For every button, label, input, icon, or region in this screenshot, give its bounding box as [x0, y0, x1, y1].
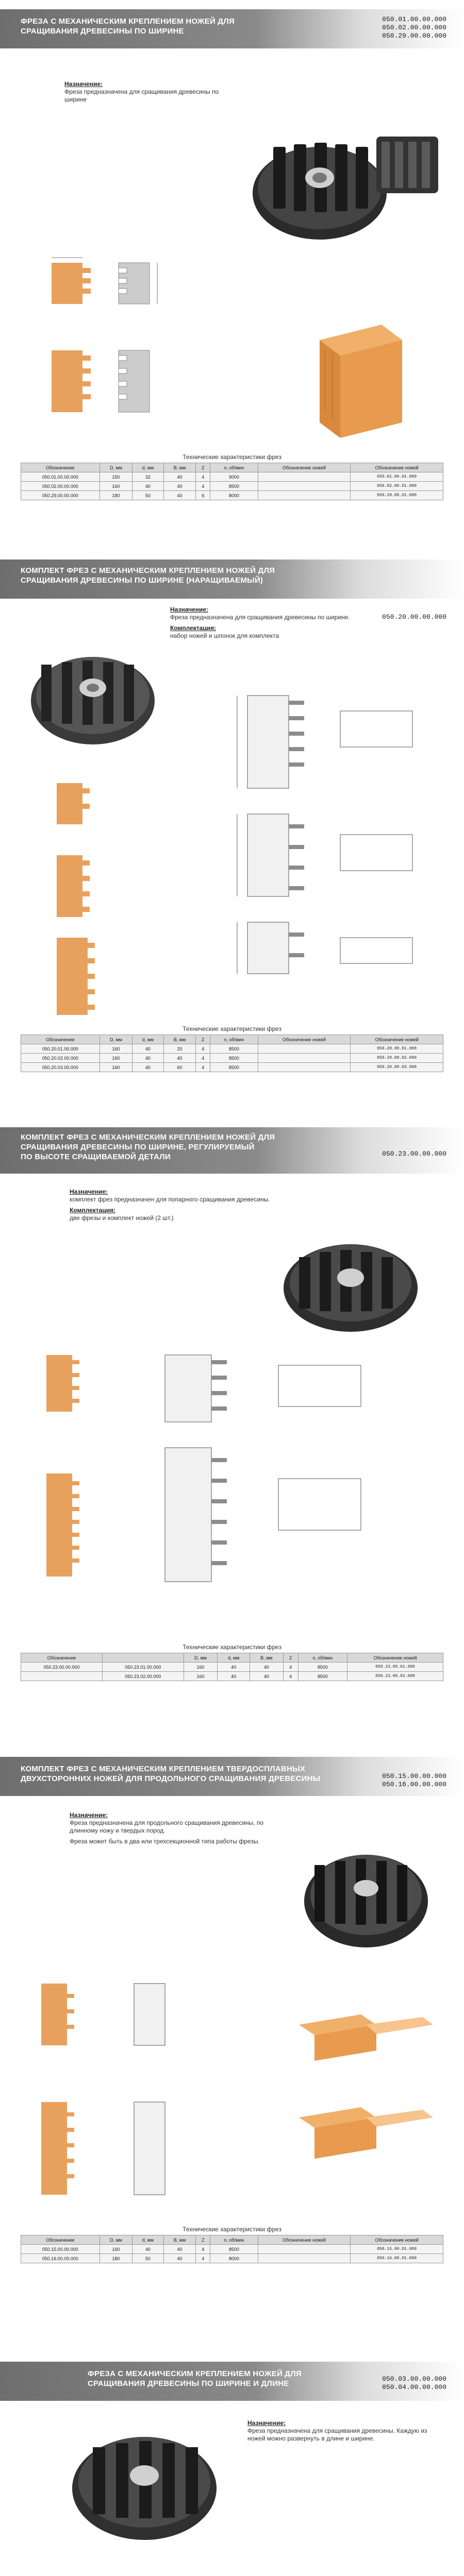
spec-table: Обозначение D, мм d, мм B, мм Z n, об/мин Обозначение ножей Обозначение ножей 050.01.00.00.000 150 32 40 4 9000 050.01.00.01.000 050.02.00.00.000 160 40 40 4 8500 050.02.00.01.000 050.29.00.00.000 180 50 40 6 8000 050.29.00.01.000: [21, 463, 443, 500]
table-row: 050.15.00.00.000 160 40 40 4 8500 050.15.00.01.000: [21, 2245, 443, 2254]
description: Назначение: Фреза предназначена для сращивания древесины. Каждую из ножей можно развернуть в длине и ширине.: [247, 2419, 427, 2442]
product-codes: 050.01.00.00.000 050.02.00.00.000 050.29.00.00.000: [382, 15, 446, 40]
assembly-drawing: [217, 680, 443, 989]
section-5: [0, 2354, 464, 2576]
description: Назначение: Фреза предназначена для продольного сращивания древесины, по длинному ножу и твердых пород. Фреза может быть в два или трехсекционной типа работы фрезы.: [70, 1811, 264, 1845]
table-row: 050.16.00.00.000 180 50 40 4 8000 050.16.00.01.000: [21, 2254, 443, 2263]
spec-table: Обозначение D, мм d, мм B, мм Z n, об/мин Обозначение ножей 050.23.00.00.000 050.23.01.00.000 160 40 40 4 8500 050.23.00.01.000 050.23.02.00.000 160 40 40 4 8500 050.23.00.02.000: [21, 1653, 443, 1681]
cutter-photo: [294, 1834, 438, 1953]
spec-table: Обозначение D, мм d, мм B, мм Z n, об/мин Обозначение ножей Обозначение ножей 050.20.01.00.000 160 40 20 4 8500 050.20.00.01.000 050.20.02.00.000 160 40 40 4 8500 050.20.00.02.000 050.20.03.00.000 160 40 60 4 8500 050.20.00.03.000: [21, 1035, 443, 1072]
table-row: 050.29.00.00.000 180 50 40 6 8000 050.29.00.01.000: [21, 491, 443, 500]
description: Назначение: комплект фрез предназначен для попарного сращивания древесины. Комплектация: две фрезы и комплект ножей (2 шт.): [70, 1188, 270, 1222]
joint-illustrations: [289, 1994, 443, 2190]
section-3: [0, 1123, 464, 1741]
table-row: 050.20.01.00.000 160 40 20 4 8500 050.20.00.01.000: [21, 1044, 443, 1054]
cutter-photo: [62, 2416, 227, 2550]
profile-drawings: [31, 1973, 258, 2210]
spec-table: Обозначение D, мм d, мм B, мм Z n, об/мин Обозначение ножей Обозначение ножей 050.15.00.00.000 160 40 40 4 8500 050.15.00.01.000 050.16.00.00.000 180 50 40 4 8000 050.16.00.01.000: [21, 2235, 443, 2263]
spec-table-block: Технические характеристики фрез Обозначение D, мм d, мм B, мм Z n, об/мин Обозначение ножей Обозначение ножей 050.20.01.00.000 160 40 20 4 8500 050.20.00.01.000 050.20.02.00.000 160 40 40 4 8500 050.20.00.02.000 050.20.03.00.000 160 40 60 4 8500 050.20.00.03.000: [21, 1025, 443, 1072]
product-codes: 050.03.00.00.000 050.04.00.00.000: [382, 2375, 446, 2391]
assembly-drawing: [36, 1345, 438, 1602]
figure-drawings: [21, 2566, 443, 2576]
spec-table-block: Технические характеристики фрез Обозначение D, мм d, мм B, мм Z n, об/мин Обозначение ножей Обозначение ножей 050.15.00.00.000 160 40 40 4 8500 050.15.00.01.000 050.16.00.00.000 180 50 40 4 8000 050.16.00.01.000: [21, 2226, 443, 2263]
table-row: 050.01.00.00.000 150 32 40 4 9000 050.01.00.01.000: [21, 472, 443, 482]
section-title: ФРЕЗА С МЕХАНИЧЕСКИМ КРЕПЛЕНИЕМ НОЖЕЙ ДЛЯ СРАЩИВАНИЯ ДРЕВЕСИНЫ ПО ШИРИНЕ: [21, 17, 235, 36]
table-row: 050.23.02.00.000 160 40 40 4 8500 050.23.00.02.000: [21, 1672, 443, 1681]
table-row: 050.20.03.00.000 160 40 60 4 8500 050.20.00.03.000: [21, 1063, 443, 1072]
section-title: КОМПЛЕКТ ФРЕЗ С МЕХАНИЧЕСКИМ КРЕПЛЕНИЕМ ТВЕРДОСПЛАВНЫХ ДВУХСТОРОННИХ НОЖЕЙ ДЛЯ ПРОДОЛЬНОГО СРАЩИВАНИЯ ДРЕВЕСИНЫ: [21, 1765, 321, 1783]
description: Назначение: Фреза предназначена для сращивания древесины по ширине. Комплектация: набор ножей и шпонок для комплекта: [170, 606, 350, 639]
spec-table-block: Технические характеристики фрез Обозначение D, мм d, мм B, мм Z n, об/мин Обозначение ножей Обозначение ножей 050.01.00.00.000 150 32 40 4 9000 050.01.00.01.000 050.02.00.00.000 160 40 40 4 8500 050.02.00.01.000 050.29.00.00.000 180 50 40 6 8000 050.29.00.01.000: [21, 453, 443, 500]
description: Назначение: Фреза предназначена для сращивания древесины по ширине: [64, 80, 219, 103]
section-title: КОМПЛЕКТ ФРЕЗ С МЕХАНИЧЕСКИМ КРЕПЛЕНИЕМ НОЖЕЙ ДЛЯ СРАЩИВАНИЯ ДРЕВЕСИНЫ ПО ШИРИНЕ, РЕГУЛИРУЕМЫЙ ПО ВЫСОТЕ СРАЩИВАЕМОЙ ДЕТАЛИ: [21, 1133, 275, 1161]
table-row: 050.23.00.00.000 050.23.01.00.000 160 40 40 4 8500 050.23.00.01.000: [21, 1663, 443, 1672]
product-codes: 050.20.00.00.000: [382, 613, 446, 621]
section-4: [0, 1752, 464, 2344]
profile-drawing-1: [41, 247, 206, 325]
cutter-set-photo: [21, 639, 165, 752]
cutter-photo: [268, 1226, 433, 1340]
profile-drawing-2: [41, 340, 206, 428]
profile-drawings: [46, 773, 211, 1020]
cutter-photo: [242, 116, 449, 250]
wood-beam-illustration: [289, 309, 423, 443]
section-2: [0, 551, 464, 1113]
section-title: КОМПЛЕКТ ФРЕЗ С МЕХАНИЧЕСКИМ КРЕПЛЕНИЕМ НОЖЕЙ ДЛЯ СРАЩИВАНИЯ ДРЕВЕСИНЫ ПО ШИРИНЕ (НАРАЩИВАЕМЫЙ): [21, 566, 275, 585]
product-codes: 050.23.00.00.000: [382, 1150, 446, 1158]
table-row: 050.20.02.00.000 160 40 40 4 8500 050.20.00.02.000: [21, 1054, 443, 1063]
table-row: 050.02.00.00.000 160 40 40 4 8500 050.02.00.01.000: [21, 482, 443, 491]
spec-table-block: Технические характеристики фрез Обозначение D, мм d, мм B, мм Z n, об/мин Обозначение ножей 050.23.00.00.000 050.23.01.00.000 160 40 40 4 8500 050.23.00.01.000 050.23.02.00.000 160 40 40 4 8500 050.23.00.02.000: [21, 1643, 443, 1681]
product-codes: 050.15.00.00.000 050.16.00.00.000: [382, 1772, 446, 1788]
section-title: ФРЕЗА С МЕХАНИЧЕСКИМ КРЕПЛЕНИЕМ НОЖЕЙ ДЛЯ СРАЩИВАНИЯ ДРЕВЕСИНЫ ПО ШИРИНЕ И ДЛИНЕ: [88, 2369, 302, 2388]
section-1: [0, 0, 464, 541]
